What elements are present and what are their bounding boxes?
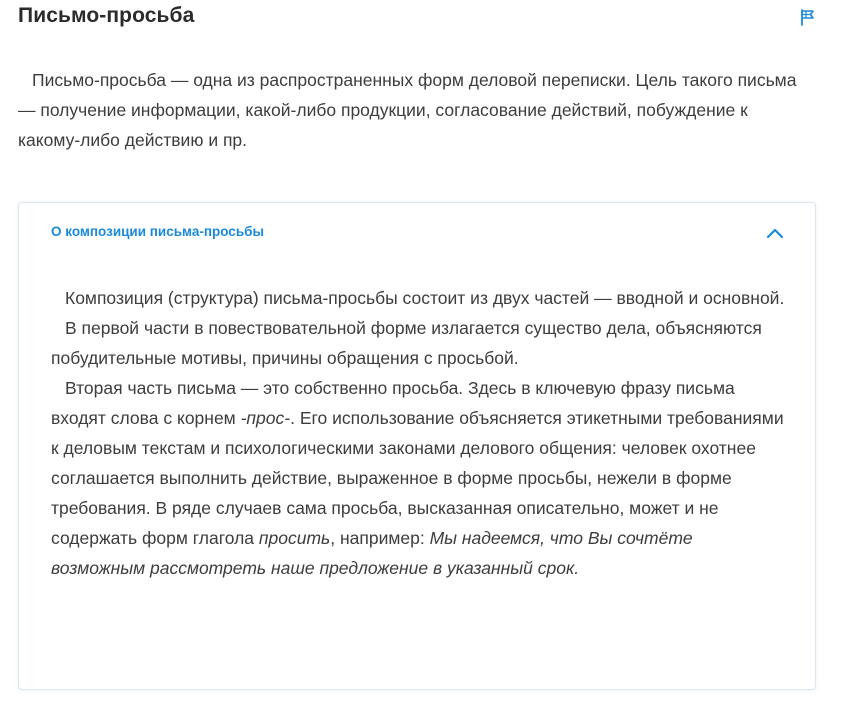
flag-icon [798,7,818,27]
chevron-up-icon[interactable] [765,225,785,241]
accordion-body [51,283,791,583]
accordion-title: О композиции письма-просьбы [51,224,264,239]
composition-paragraph-1: Композиция (структура) письма-просьбы состоит из двух частей — вводной и основной. [65,288,785,308]
page-title: Письмо-просьба [18,4,195,27]
page-header [18,0,818,34]
p3-text-part3: , например: [330,528,430,548]
verb-example: просить [258,528,331,548]
composition-paragraph-3 [51,373,791,583]
intro-text: Письмо-просьба — одна из распространенных форм деловой переписки. Цель такого письма — получение информации, какой-либо продукции, согласование действий, побуждение к какому-либо действию и пр. [18,70,797,150]
root-example: -прос- [240,408,291,428]
composition-paragraph-2: В первой части в повествовательной форме излагается существо дела, объясняются побудительные мотивы, причины обращения с просьбой. [51,318,762,368]
accordion-composition [18,202,816,690]
sentence-example: Мы надеемся, что Вы сочтёте возможным рассмотреть наше предложение в указанный срок. [51,528,693,578]
accordion-header[interactable] [19,203,815,265]
flag-button[interactable] [798,7,818,27]
p3-text-part2: . Его использование объясняется этикетными требованиями к деловым текстам и психологическими законами делового общения: человек охотнее соглашается выполнить действие, выраженное в форме просьбы, нежели в форме требования. В ряде случаев сама просьба, высказанная описательно, может и не содержать форм глагола [51,408,784,548]
p3-text-part1: Вторая часть письма — это собственно просьба. Здесь в ключевую фразу письма входят слова с корнем [51,378,735,428]
